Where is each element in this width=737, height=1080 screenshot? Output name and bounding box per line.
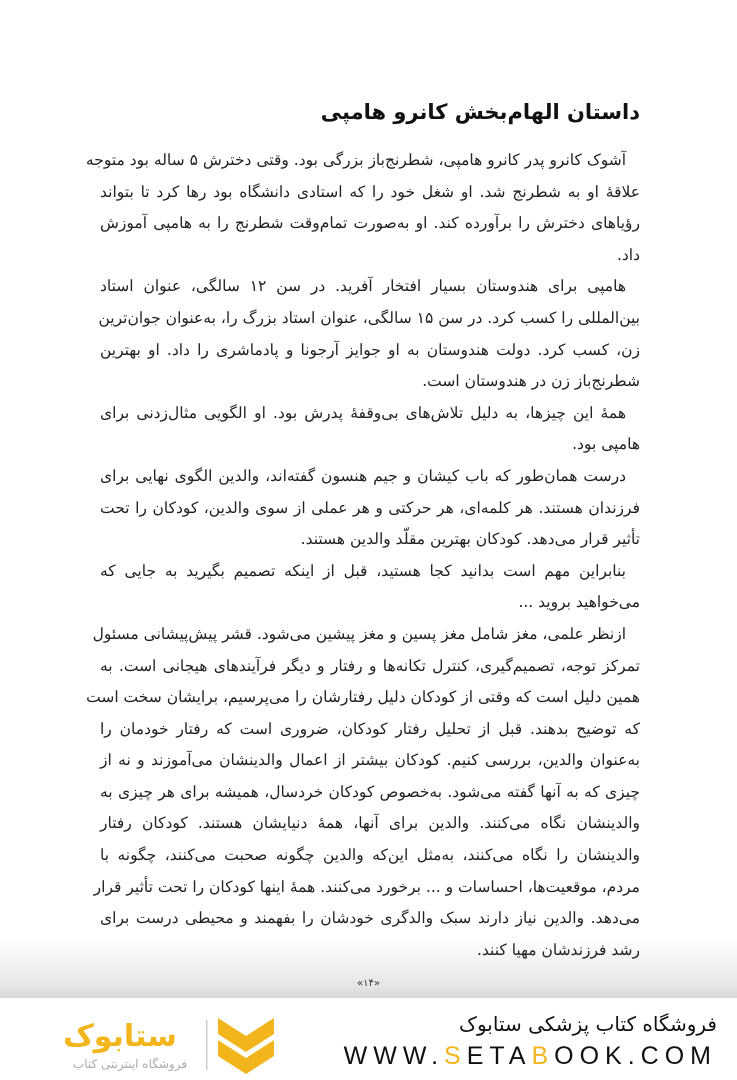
text-line: که توضیح بدهند. قبل از تحلیل رفتار کودکان، ضروری است که رفتار خودمان را (100, 719, 640, 738)
paragraph (100, 556, 640, 619)
text-line: والدینشان نگاه می‌کنند. والدین برای آنها، همهٔ دنیایشان هستند. کودکان رفتار (100, 814, 640, 833)
shop-url[interactable] (344, 1042, 717, 1071)
text-line: بین‌المللی را کسب کرد. در سن ۱۵ سالگی، عنوان استاد بزرگ را، به‌عنوان جوان‌ترین (98, 308, 640, 327)
chevron-logo-icon (218, 1018, 274, 1074)
paragraph (100, 461, 640, 556)
text-line: به‌عنوان والدین، بررسی کنیم. کودکان بیشتر از اعمال والدینشان می‌آموزند و نه از (100, 751, 640, 770)
text-line: والدینشان را نگاه می‌کنند، به‌مثل این‌که والدین چگونه صحبت می‌کنند، چگونه با (100, 846, 640, 865)
text-line: تمرکز توجه، تصمیم‌گیری، کنترل تکانه‌ها و رفتار و دیگر فرآیندهای هیجانی است. به (100, 656, 640, 675)
text-line: تأثیر قرار می‌دهد. کودکان بهترین مقلّد والدین هستند. (300, 530, 640, 549)
text-line: آشوک کانرو پدر کانرو هامپی، شطرنج‌باز بزرگی بود. وقتی دخترش ۵ ساله بود متوجه (85, 151, 626, 169)
page-body (85, 145, 640, 966)
text-line: رشد فرزندشان مهیا کنند. (476, 940, 640, 959)
text-line: مردم، موقعیت‌ها، احساسات و ... برخورد می‌کنند. همهٔ اینها کودکان را تحت تأثیر قرار (93, 877, 640, 896)
text-line: همهٔ این چیزها، به دلیل تلاش‌های بی‌وقفهٔ پدرش بود. او الگویی مثال‌زدنی برای (100, 403, 626, 422)
text-line: هامپی برای هندوستان بسیار افتخار آفرید. در سن ۱۲ سالگی، عنوان استاد (100, 277, 626, 296)
url-part: B (531, 1042, 555, 1070)
page-number: «۱۴» (357, 978, 380, 989)
text-line: علاقهٔ او به شطرنج شد. او شغل خود را که استادی دانشگاه بود رها کرد تا بتواند (100, 182, 640, 201)
paragraph (100, 398, 640, 461)
paragraph (100, 271, 640, 397)
text-line: می‌دهد. والدین نیاز دارند سبک والدگری خودشان را بفهمند و محیطی درست برای (100, 909, 640, 928)
text-line: بنابراین مهم است بدانید کجا هستید، قبل از اینکه تصمیم بگیرید به جایی که (100, 561, 626, 580)
text-line: زن، کسب کرد. دولت هندوستان به او جوایز آرجونا و پادماشری را داد. او بهترین (100, 340, 640, 359)
text-line: همین دلیل است که وقتی از کودکان دلیل رفتارشان را می‌پرسیم، برایشان سخت است (86, 688, 640, 707)
text-line: رؤیاهای دخترش را برآورده کند. او به‌صورت تمام‌وقت شطرنج را به هامپی آموزش (100, 214, 640, 233)
text-line: هامپی بود. (572, 435, 640, 454)
text-line: ازنظر علمی، مغز شامل مغز پسین و مغز پیشین می‌شود. قشر پیش‌پیشانی مسئول (92, 624, 626, 643)
text-line: چیزی که به آنها گفته می‌شود. به‌خصوص کودکان خردسال، همیشه برای هر چیزی به (100, 782, 640, 801)
text-line: داد. (616, 245, 640, 264)
text-line: درست همان‌طور که باب کیشان و جیم هنسون گفته‌اند، والدین الگوی نهایی برای (100, 466, 626, 485)
url-part: ETA (466, 1042, 532, 1070)
setabook-logo (30, 1012, 290, 1076)
url-part: WWW. (343, 1042, 445, 1070)
footer-banner (0, 998, 737, 1080)
url-part: OOK.COM (554, 1042, 717, 1070)
logo-text: ستابوک (63, 1019, 177, 1054)
text-line: فرزندان هستند. هر کلمه‌ای، هر حرکتی و هر عملی از سوی والدین، کودکان را تحت (100, 498, 640, 517)
paragraph (85, 145, 640, 271)
url-part: S (444, 1042, 467, 1070)
text-line: می‌خواهید بروید ... (518, 593, 640, 612)
text-line: شطرنج‌باز زن در هندوستان است. (422, 372, 640, 391)
chapter-title: داستان الهام‌بخش کانرو هامپی (320, 100, 640, 124)
logo-subtitle: فروشگاه اینترنتی کتاب (72, 1057, 188, 1071)
paragraph (86, 619, 640, 967)
shop-name: فروشگاه کتاب پزشکی ستابوک (459, 1012, 717, 1036)
